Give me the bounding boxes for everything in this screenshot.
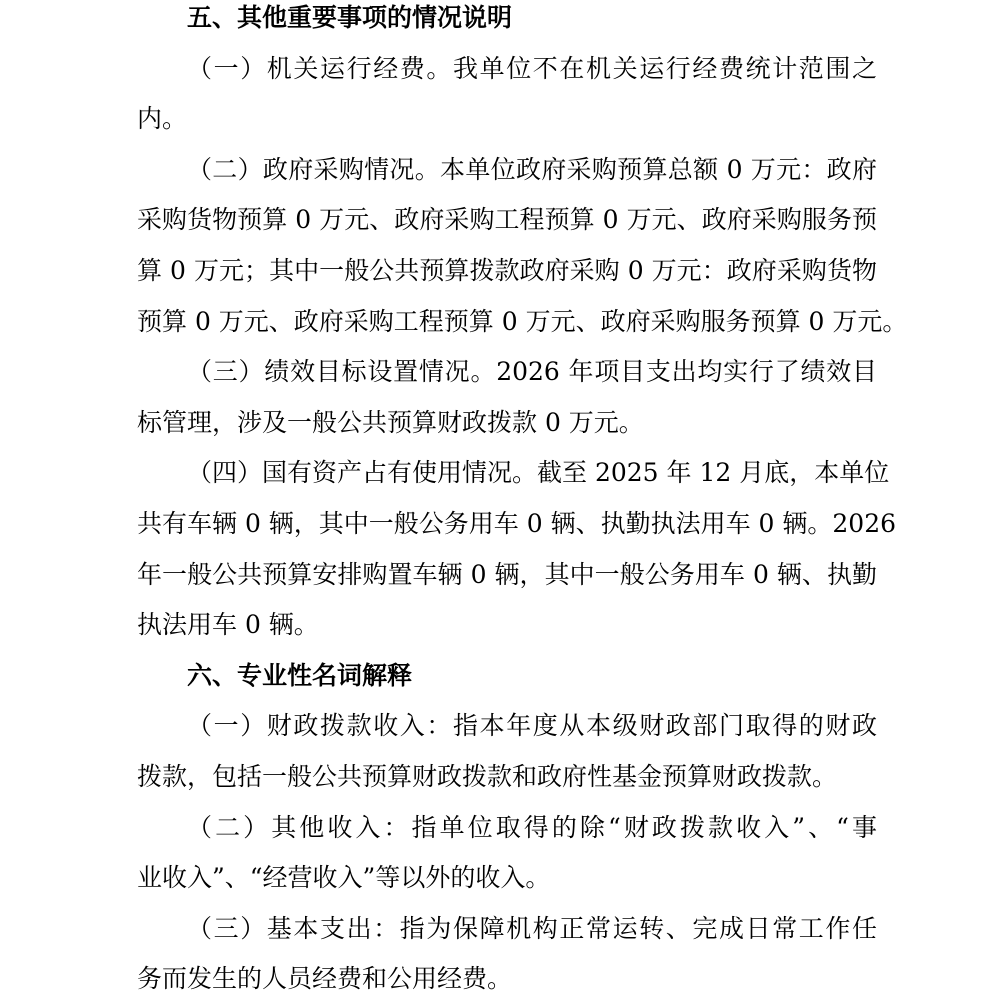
paragraph-line: （二）其他收入：指单位取得的除“财政拨款收入”、“事 xyxy=(187,812,877,842)
paragraph-line: （二）政府采购情况。本单位政府采购预算总额 0 万元：政府 xyxy=(187,154,877,184)
paragraph-line: 算 0 万元；其中一般公共预算拨款政府采购 0 万元：政府采购货物 xyxy=(137,255,877,285)
paragraph-line: 执法用车 0 辆。 xyxy=(137,610,319,640)
paragraph-line: （四）国有资产占有使用情况。截至 2025 年 12 月底，本单位 xyxy=(187,458,890,488)
section-heading: 五、其他重要事项的情况说明 xyxy=(187,3,513,32)
paragraph-line: 预算 0 万元、政府采购工程预算 0 万元、政府采购服务预算 0 万元。 xyxy=(137,306,908,336)
paragraph-line: 共有车辆 0 辆，其中一般公务用车 0 辆、执勤执法用车 0 辆。2026 xyxy=(137,508,897,538)
paragraph-line: 标管理，涉及一般公共预算财政拨款 0 万元。 xyxy=(137,407,644,437)
paragraph-line: （三）基本支出：指为保障机构正常运转、完成日常工作任 xyxy=(187,913,877,943)
paragraph-line: （三）绩效目标设置情况。2026 年项目支出均实行了绩效目 xyxy=(187,357,877,387)
paragraph-line: 业收入”、“经营收入”等以外的收入。 xyxy=(137,863,551,893)
paragraph-line: 采购货物预算 0 万元、政府采购工程预算 0 万元、政府采购服务预 xyxy=(137,205,877,235)
paragraph-line: 拨款，包括一般公共预算财政拨款和政府性基金预算财政拨款。 xyxy=(137,761,838,791)
paragraph-line: 年一般公共预算安排购置车辆 0 辆，其中一般公务用车 0 辆、执勤 xyxy=(137,559,877,589)
paragraph-line: （一）机关运行经费。我单位不在机关运行经费统计范围之 xyxy=(187,53,877,83)
paragraph-line: 内。 xyxy=(137,104,188,134)
document-page xyxy=(137,0,908,1005)
paragraph-line: 务而发生的人员经费和公用经费。 xyxy=(137,964,513,994)
paragraph-line: （一）财政拨款收入：指本年度从本级财政部门取得的财政 xyxy=(187,711,877,741)
section-heading: 六、专业性名词解释 xyxy=(187,660,413,690)
